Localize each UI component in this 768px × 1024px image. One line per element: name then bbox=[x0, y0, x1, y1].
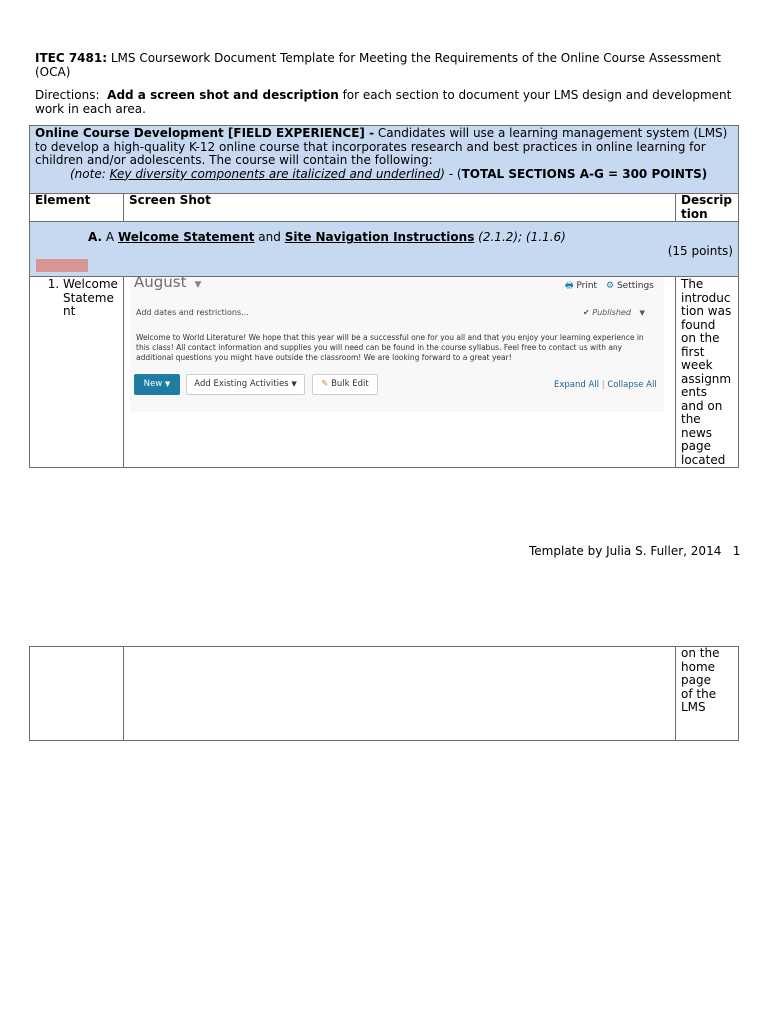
screenshot-cell bbox=[124, 273, 676, 468]
lms-screenshot bbox=[130, 273, 664, 412]
section-a-cell bbox=[30, 222, 739, 277]
section-a-word: A bbox=[105, 230, 115, 244]
welcome-row bbox=[30, 277, 739, 468]
expand-collapse-links: Expand All | Collapse All bbox=[554, 380, 657, 390]
printer-icon: 🖶 bbox=[565, 281, 574, 291]
intro-row bbox=[30, 126, 739, 194]
title-text: LMS Coursework Document Template for Meeting the Requirements of the Online Course Assessment (OCA) bbox=[35, 51, 721, 79]
directions bbox=[35, 88, 735, 116]
settings-label: Settings bbox=[616, 281, 654, 291]
element-item: 1. Welcome Statement bbox=[63, 278, 118, 319]
intro-cell bbox=[30, 126, 739, 194]
month-heading bbox=[134, 273, 202, 293]
element-cell bbox=[30, 277, 124, 468]
continuation-screenshot-cell bbox=[124, 647, 676, 741]
bulk-edit-label: Bulk Edit bbox=[331, 379, 369, 389]
chevron-down-icon: ▼ bbox=[194, 280, 202, 290]
section-refs: (2.1.2); (1.1.6) bbox=[478, 230, 566, 244]
chevron-down-icon: ▼ bbox=[164, 380, 171, 388]
note-dash: - ( bbox=[444, 166, 462, 181]
page-number: 1 bbox=[732, 544, 741, 558]
gear-icon: ⚙ bbox=[606, 281, 615, 291]
page-footer bbox=[529, 544, 740, 558]
published-status[interactable] bbox=[583, 306, 645, 321]
col-element: Element bbox=[30, 194, 124, 222]
new-button[interactable] bbox=[134, 374, 180, 395]
section-letter: A. bbox=[88, 230, 103, 244]
directions-label: Directions: bbox=[35, 88, 100, 102]
description-cell bbox=[676, 277, 739, 468]
continuation-description-cell bbox=[676, 647, 739, 741]
print-label: Print bbox=[576, 281, 598, 291]
section-and: and bbox=[258, 230, 281, 244]
section-a-row bbox=[30, 222, 739, 277]
description-text: The introduction was found on the first week assignments and on the news page located bbox=[681, 277, 732, 467]
header-row bbox=[30, 194, 739, 222]
section-item2: Site Navigation Instructions bbox=[284, 230, 475, 244]
note-open: (note: bbox=[70, 166, 110, 181]
intro-note bbox=[35, 168, 733, 182]
pencil-icon: ✎ bbox=[321, 379, 329, 389]
add-dates-link[interactable]: Add dates and restrictions... bbox=[136, 308, 249, 317]
welcome-message: Welcome to World Literature! We hope that this year will be a successful one for you all and that you enjoy your learning experience in this class! All contact information and supplies you will need can be found in the course syllabus. Feel free to contact us with any additional questions you might have outside the classroom! We are looking forward to a great year! bbox=[136, 333, 644, 362]
footer-credit: Template by Julia S. Fuller, 2014 bbox=[529, 544, 722, 558]
directions-text: for each section to document your LMS design and development work in each area. bbox=[35, 88, 732, 116]
section-points: (15 points) bbox=[667, 244, 733, 258]
document-title bbox=[35, 51, 735, 79]
continuation-element-cell bbox=[30, 647, 124, 741]
chevron-down-icon: ▼ bbox=[291, 380, 297, 388]
published-label: Published bbox=[592, 308, 631, 317]
intro-text: Candidates will use a learning management system (LMS) to develop a high-quality K-12 online course that incorporates research and best practices in online learning for children and/or adolescents. The course will contain the following: bbox=[35, 126, 728, 167]
coursework-table bbox=[29, 125, 739, 468]
section-a-heading bbox=[88, 231, 566, 245]
expand-all-link[interactable]: Expand All bbox=[554, 380, 600, 390]
check-icon: ✔ bbox=[583, 308, 590, 317]
continuation-table bbox=[29, 646, 739, 741]
month-label: August bbox=[134, 273, 187, 291]
bulk-edit-button[interactable] bbox=[312, 374, 378, 395]
col-screenshot: Screen Shot bbox=[124, 194, 676, 222]
course-code: ITEC 7481: bbox=[35, 51, 108, 65]
continuation-row bbox=[30, 647, 739, 741]
note-close: ) bbox=[440, 166, 445, 181]
collapse-all-link[interactable]: Collapse All bbox=[607, 380, 657, 390]
col-description: Description bbox=[676, 194, 739, 222]
section-item1: Welcome Statement bbox=[117, 230, 255, 244]
highlight-bar bbox=[36, 259, 88, 272]
add-existing-activities-button[interactable] bbox=[186, 374, 305, 395]
intro-bold: Online Course Development [FIELD EXPERIENCE] - bbox=[35, 126, 375, 140]
directions-bold: Add a screen shot and description bbox=[107, 88, 339, 102]
total-points: TOTAL SECTIONS A-G = 300 POINTS) bbox=[461, 166, 708, 181]
chevron-down-icon: ▼ bbox=[639, 309, 645, 317]
note-underlined: Key diversity components are italicized and underlined bbox=[109, 166, 441, 181]
settings-link[interactable] bbox=[606, 280, 654, 294]
continuation-description: on the home page of the LMS bbox=[681, 646, 720, 714]
new-label: New bbox=[143, 379, 163, 389]
print-link[interactable] bbox=[565, 280, 597, 294]
add-existing-label: Add Existing Activities bbox=[194, 379, 289, 389]
